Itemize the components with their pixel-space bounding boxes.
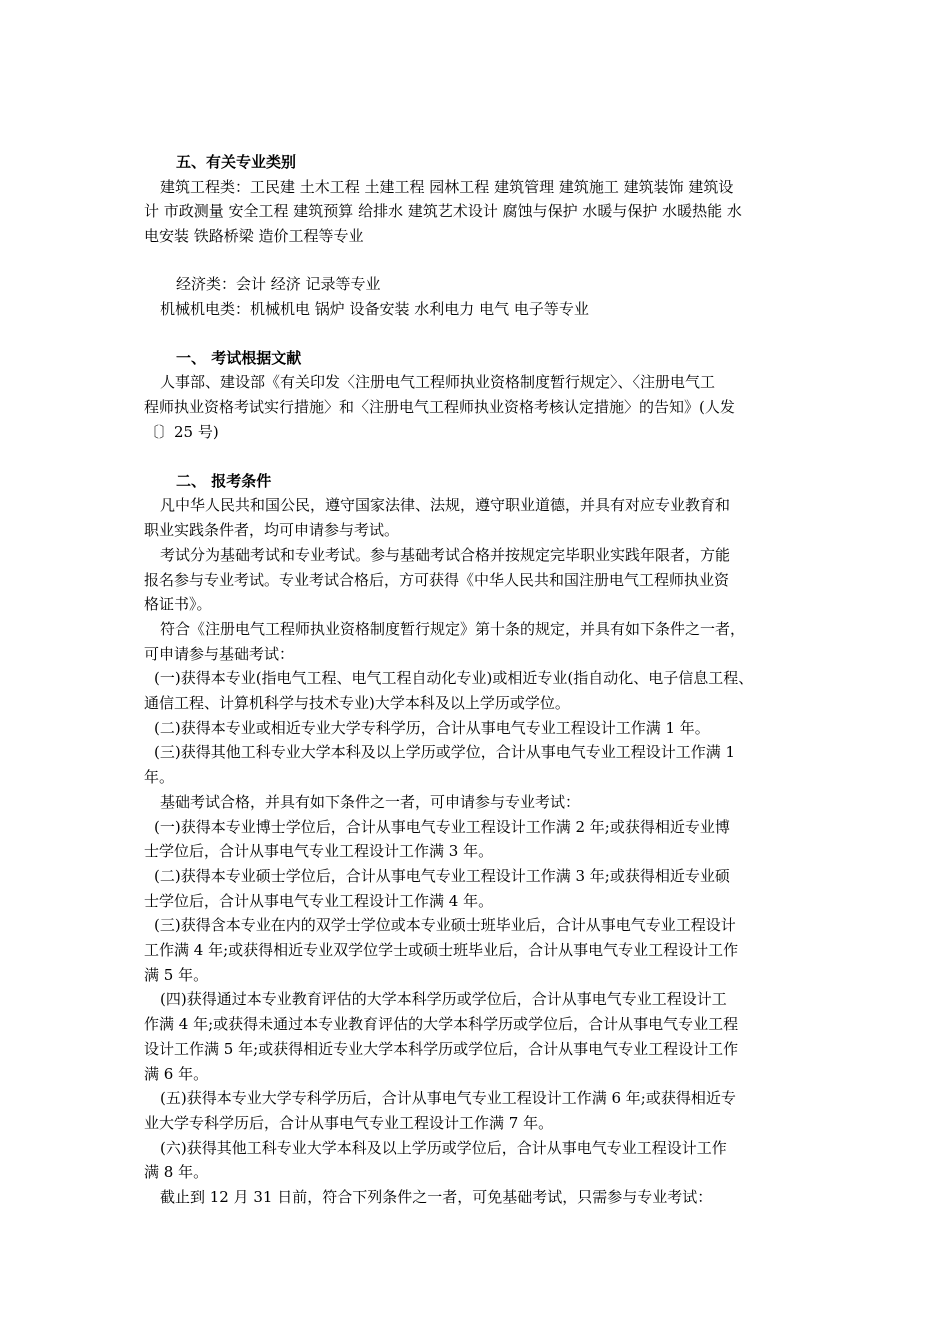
paragraph-line: (三)获得含本专业在内的双学士学位或本专业硕士班毕业后，合计从事电气专业工程设计 (154, 916, 736, 934)
paragraph-line: 机械机电类：机械机电 锅炉 设备安装 水利电力 电气 电子等专业 (160, 300, 589, 318)
paragraph-line: 符合《注册电气工程师执业资格制度暂行规定》第十条的规定，并具有如下条件之一者， (160, 620, 746, 638)
paragraph-line: 业大学专科学历后，合计从事电气专业工程设计工作满 7 年。 (144, 1114, 554, 1132)
paragraph-line: (三)获得其他工科专业大学本科及以上学历或学位，合计从事电气专业工程设计工作满 1 (154, 743, 736, 761)
section-heading: 五、有关专业类别 (176, 153, 297, 171)
paragraph-line: (四)获得通过本专业教育评估的大学本科学历或学位后，合计从事电气专业工程设计工 (160, 990, 727, 1008)
paragraph-line: (六)获得其他工科专业大学本科及以上学历或学位后，合计从事电气专业工程设计工作 (160, 1139, 727, 1157)
section-heading: 二、 报考条件 (176, 472, 272, 490)
paragraph-line: 报名参与专业考试。专业考试合格后，方可获得《中华人民共和国注册电气工程师执业资 (144, 571, 730, 589)
paragraph-line: 考试分为基础考试和专业考试。参与基础考试合格并按规定完毕职业实践年限者，方能 (160, 546, 731, 564)
paragraph-line: 建筑工程类：工民建 土木工程 土建工程 园林工程 建筑管理 建筑施工 建筑装饰 建筑设 (160, 178, 734, 196)
paragraph-line: 格证书》。 (144, 595, 212, 613)
paragraph-line: 计 市政测量 安全工程 建筑预算 给排水 建筑艺术设计 腐蚀与保护 水暖与保护 水暖热能 水 (144, 202, 742, 220)
paragraph-line: 人事部、建设部《有关印发〈注册电气工程师执业资格制度暂行规定〉、〈注册电气工 (160, 373, 716, 391)
paragraph-line: 截止到 12 月 31 日前，符合下列条件之一者，可免基础考试，只需参与专业考试： (160, 1188, 713, 1206)
paragraph-line: 电安装 铁路桥梁 造价工程等专业 (144, 227, 364, 245)
paragraph-line: (五)获得本专业大学专科学历后，合计从事电气专业工程设计工作满 6 年;或获得相近专 (160, 1089, 736, 1107)
section-heading: 一、 考试根据文献 (176, 349, 302, 367)
paragraph-line: 作满 4 年;或获得未通过本专业教育评估的大学本科学历或学位后，合计从事电气专业工程 (144, 1015, 739, 1033)
paragraph-line: (二)获得本专业硕士学位后，合计从事电气专业工程设计工作满 3 年;或获得相近专业硕 (154, 867, 730, 885)
paragraph-line: 程师执业资格考试实行措施〉和〈注册电气工程师执业资格考核认定措施〉的告知》(人发 (144, 398, 735, 416)
paragraph-line: 凡中华人民共和国公民，遵守国家法律、法规，遵守职业道德，并具有对应专业教育和 (160, 496, 731, 514)
paragraph-line: 士学位后，合计从事电气专业工程设计工作满 3 年。 (144, 842, 494, 860)
paragraph-line: (一)获得本专业(指电气工程、电气工程自动化专业)或相近专业(指自动化、电子信息工程、 (154, 669, 754, 687)
paragraph-line: 士学位后，合计从事电气专业工程设计工作满 4 年。 (144, 892, 494, 910)
paragraph-line: 满 6 年。 (144, 1065, 209, 1083)
paragraph-line: 工作满 4 年;或获得相近专业双学位学士或硕士班毕业后，合计从事电气专业工程设计工作 (144, 941, 739, 959)
paragraph-line: 〔〕25 号) (144, 423, 219, 441)
paragraph-line: 基础考试合格，并具有如下条件之一者，可申请参与专业考试： (160, 793, 581, 811)
paragraph-line: 经济类：会计 经济 记录等专业 (176, 275, 381, 293)
paragraph-line: 职业实践条件者，均可申请参与考试。 (144, 521, 400, 539)
paragraph-line: 满 5 年。 (144, 966, 209, 984)
paragraph-line: 年。 (144, 768, 175, 786)
paragraph-line: 通信工程、计算机科学与技术专业)大学本科及以上学历或学位。 (144, 694, 570, 712)
paragraph-line: 可申请参与基础考试： (144, 645, 295, 663)
paragraph-line: (一)获得本专业博士学位后，合计从事电气专业工程设计工作满 2 年;或获得相近专业博 (154, 818, 730, 836)
paragraph-line: 满 8 年。 (144, 1163, 209, 1181)
paragraph-line: (二)获得本专业或相近专业大学专科学历，合计从事电气专业工程设计工作满 1 年。 (154, 719, 710, 737)
paragraph-line: 设计工作满 5 年;或获得相近专业大学本科学历或学位后，合计从事电气专业工程设计工作 (144, 1040, 739, 1058)
